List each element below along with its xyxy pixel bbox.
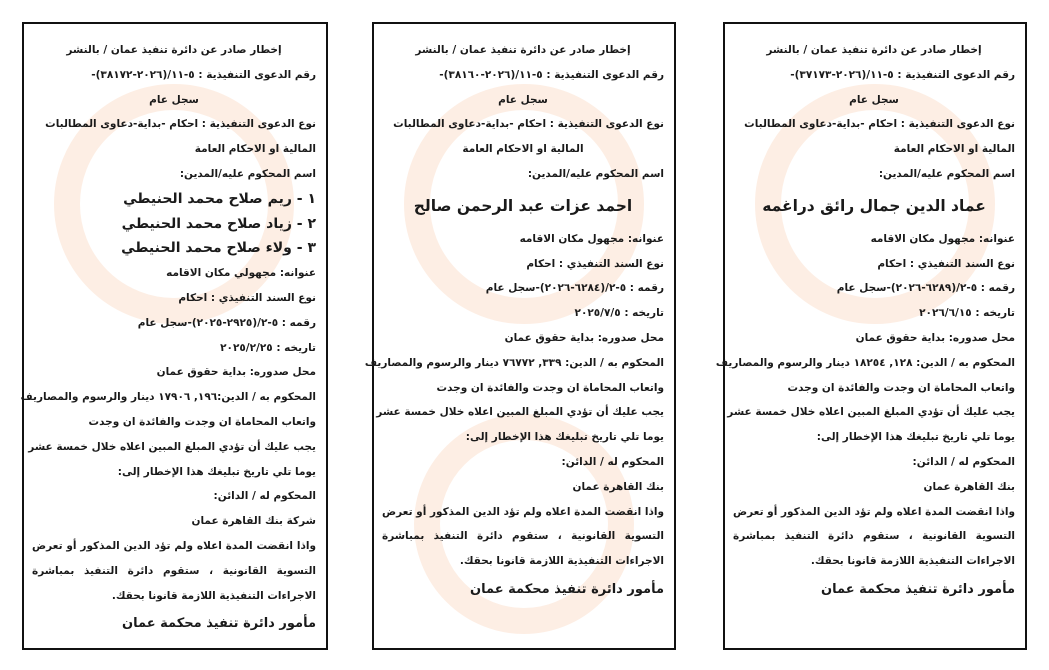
notice-header: إخطار صادر عن دائرة تنفيذ عمان / بالنشر xyxy=(415,44,631,56)
pay-instruction-2: يوما تلي تاريخ تبليغك هذا الإخطار إلى: xyxy=(465,431,664,444)
debtor-label: اسم المحكوم عليه/المدين: xyxy=(878,167,1015,180)
creditor-name: شركة بنك القاهرة عمان xyxy=(191,515,316,528)
creditor-label: المحكوم له / الدائن: xyxy=(912,455,1015,468)
creditor-name: بنك القاهرة عمان xyxy=(923,480,1015,493)
notice-3 xyxy=(22,22,328,650)
warning-1: واذا انقضت المدة اعلاه ولم تؤد الدين المذكور أو تعرض xyxy=(32,539,316,552)
registry: سجل عام xyxy=(849,93,899,106)
pay-instruction-2: يوما تلي تاريخ تبليغك هذا الإخطار إلى: xyxy=(117,465,316,478)
address: عنوانه: مجهول مكان الاقامه xyxy=(870,232,1015,245)
pay-instruction-1: يجب عليك أن تؤدي المبلغ المبين اعلاه خلال خمسة عشر xyxy=(376,406,664,419)
warning-3: الاجراءات التنفيذية اللازمة قانونا بحقك. xyxy=(459,555,664,568)
case-number: رقم الدعوى التنفيذية : ٥-١١/(٢٠٢٦-٣٨١٧٢)- xyxy=(91,68,316,81)
fees: واتعاب المحاماة ان وجدت والفائدة ان وجدت xyxy=(436,381,664,394)
creditor-name: بنك القاهرة عمان xyxy=(572,480,664,493)
warning-3: الاجراءات التنفيذية اللازمة قانونا بحقك. xyxy=(810,555,1015,568)
warning-3: الاجراءات التنفيذية اللازمة قانونا بحقك. xyxy=(111,589,316,602)
registry: سجل عام xyxy=(498,93,548,106)
amount: المحكوم به / الدين: ٣٣٩, ٧٦٧٧٢ دينار والرسوم والمصاريف xyxy=(364,356,664,369)
case-type-line-1: نوع الدعوى التنفيذية : احكام -بداية-دعاوى المطالبات xyxy=(393,118,664,131)
fees: واتعاب المحاماة ان وجدت والفائدة ان وجدت xyxy=(88,415,316,428)
document-type: نوع السند التنفيذي : احكام xyxy=(877,257,1015,270)
footer-signature: مأمور دائرة تنفيذ محكمة عمان xyxy=(122,616,316,632)
pay-instruction-1: يجب عليك أن تؤدي المبلغ المبين اعلاه خلال خمسة عشر xyxy=(727,406,1015,419)
debtor-name-3: ٣ - ولاء صلاح محمد الحنيطي xyxy=(121,240,316,257)
document-number: رقمه : ٥-٢/(٢٩٢٥-٢٠٢٥)-سجل عام xyxy=(137,316,316,329)
issued-at: محل صدوره: بداية حقوق عمان xyxy=(504,331,664,344)
issued-at: محل صدوره: بداية حقوق عمان xyxy=(156,366,316,379)
document-date: تاريخه : ٢٠٢٦/٦/١٥ xyxy=(919,307,1015,320)
notice-2 xyxy=(364,22,676,650)
debtor-name-2: ٢ - زياد صلاح محمد الحنيطي xyxy=(121,215,316,232)
footer-signature: مأمور دائرة تنفيذ محكمة عمان xyxy=(470,581,664,597)
document-date: تاريخه : ٢٠٢٥/٧/٥ xyxy=(574,307,664,320)
document-number: رقمه : ٥-٢/(٦٢٨٩-٢٠٢٦)-سجل عام xyxy=(836,282,1015,295)
debtor-name: احمد عزات عبد الرحمن صالح xyxy=(413,196,633,215)
fees: واتعاب المحاماة ان وجدت والفائدة ان وجدت xyxy=(787,381,1015,394)
debtor-label: اسم المحكوم عليه/المدين: xyxy=(527,167,664,180)
case-type-line-1: نوع الدعوى التنفيذية : احكام -بداية-دعاوى المطالبات xyxy=(45,118,316,131)
warning-2: التسوية القانونية ، ستقوم دائرة التنفيذ بمباشرة xyxy=(32,564,316,577)
document-date: تاريخه : ٢٠٢٥/٢/٢٥ xyxy=(220,341,316,354)
creditor-label: المحكوم له / الدائن: xyxy=(213,490,316,503)
document-type: نوع السند التنفيذي : احكام xyxy=(526,257,664,270)
document-number: رقمه : ٥-٢/(٦٢٨٤-٢٠٢٦)-سجل عام xyxy=(485,282,664,295)
footer-signature: مأمور دائرة تنفيذ محكمة عمان xyxy=(821,581,1015,597)
pay-instruction-1: يجب عليك أن تؤدي المبلغ المبين اعلاه خلال خمسة عشر xyxy=(28,440,316,453)
case-number: رقم الدعوى التنفيذية : ٥-١١/(٢٠٢٦-٣٧١٧٣)- xyxy=(790,68,1015,81)
debtor-name: عماد الدين جمال رائق دراغمه xyxy=(762,196,986,215)
pay-instruction-2: يوما تلي تاريخ تبليغك هذا الإخطار إلى: xyxy=(816,431,1015,444)
case-type-line-2: المالية او الاحكام العامة xyxy=(194,143,316,156)
creditor-label: المحكوم له / الدائن: xyxy=(561,455,664,468)
warning-2: التسوية القانونية ، ستقوم دائرة التنفيذ بمباشرة xyxy=(382,530,664,543)
amount: المحكوم به / الدين:١٩٦, ١٧٩٠٦ دينار والرسوم والمصاريف xyxy=(20,391,316,404)
case-type-line-1: نوع الدعوى التنفيذية : احكام -بداية-دعاوى المطالبات xyxy=(744,118,1015,131)
registry: سجل عام xyxy=(149,93,199,106)
warning-1: واذا انقضت المدة اعلاه ولم تؤد الدين المذكور أو تعرض xyxy=(732,505,1015,518)
address: عنوانه: مجهولي مكان الاقامه xyxy=(166,267,316,280)
notice-header: إخطار صادر عن دائرة تنفيذ عمان / بالنشر xyxy=(766,44,982,56)
notice-header: إخطار صادر عن دائرة تنفيذ عمان / بالنشر xyxy=(66,44,282,56)
case-type-line-2: المالية او الاحكام العامة xyxy=(462,143,584,156)
issued-at: محل صدوره: بداية حقوق عمان xyxy=(855,331,1015,344)
address: عنوانه: مجهول مكان الاقامه xyxy=(519,232,664,245)
notice-1 xyxy=(715,22,1027,650)
document-type: نوع السند التنفيذي : احكام xyxy=(178,291,316,304)
warning-1: واذا انقضت المدة اعلاه ولم تؤد الدين المذكور أو تعرض xyxy=(381,505,664,518)
case-number: رقم الدعوى التنفيذية : ٥-١١/(٢٠٢٦-٣٨١٦٠)- xyxy=(439,68,664,81)
warning-2: التسوية القانونية ، ستقوم دائرة التنفيذ بمباشرة xyxy=(733,530,1015,543)
debtor-name-1: ١ - ريم صلاح محمد الحنيطي xyxy=(123,190,316,207)
debtor-label: اسم المحكوم عليه/المدين: xyxy=(179,167,316,180)
amount: المحكوم به / الدين: ١٢٨, ١٨٢٥٤ دينار والرسوم والمصاريف xyxy=(715,356,1015,369)
case-type-line-2: المالية او الاحكام العامة xyxy=(893,143,1015,156)
